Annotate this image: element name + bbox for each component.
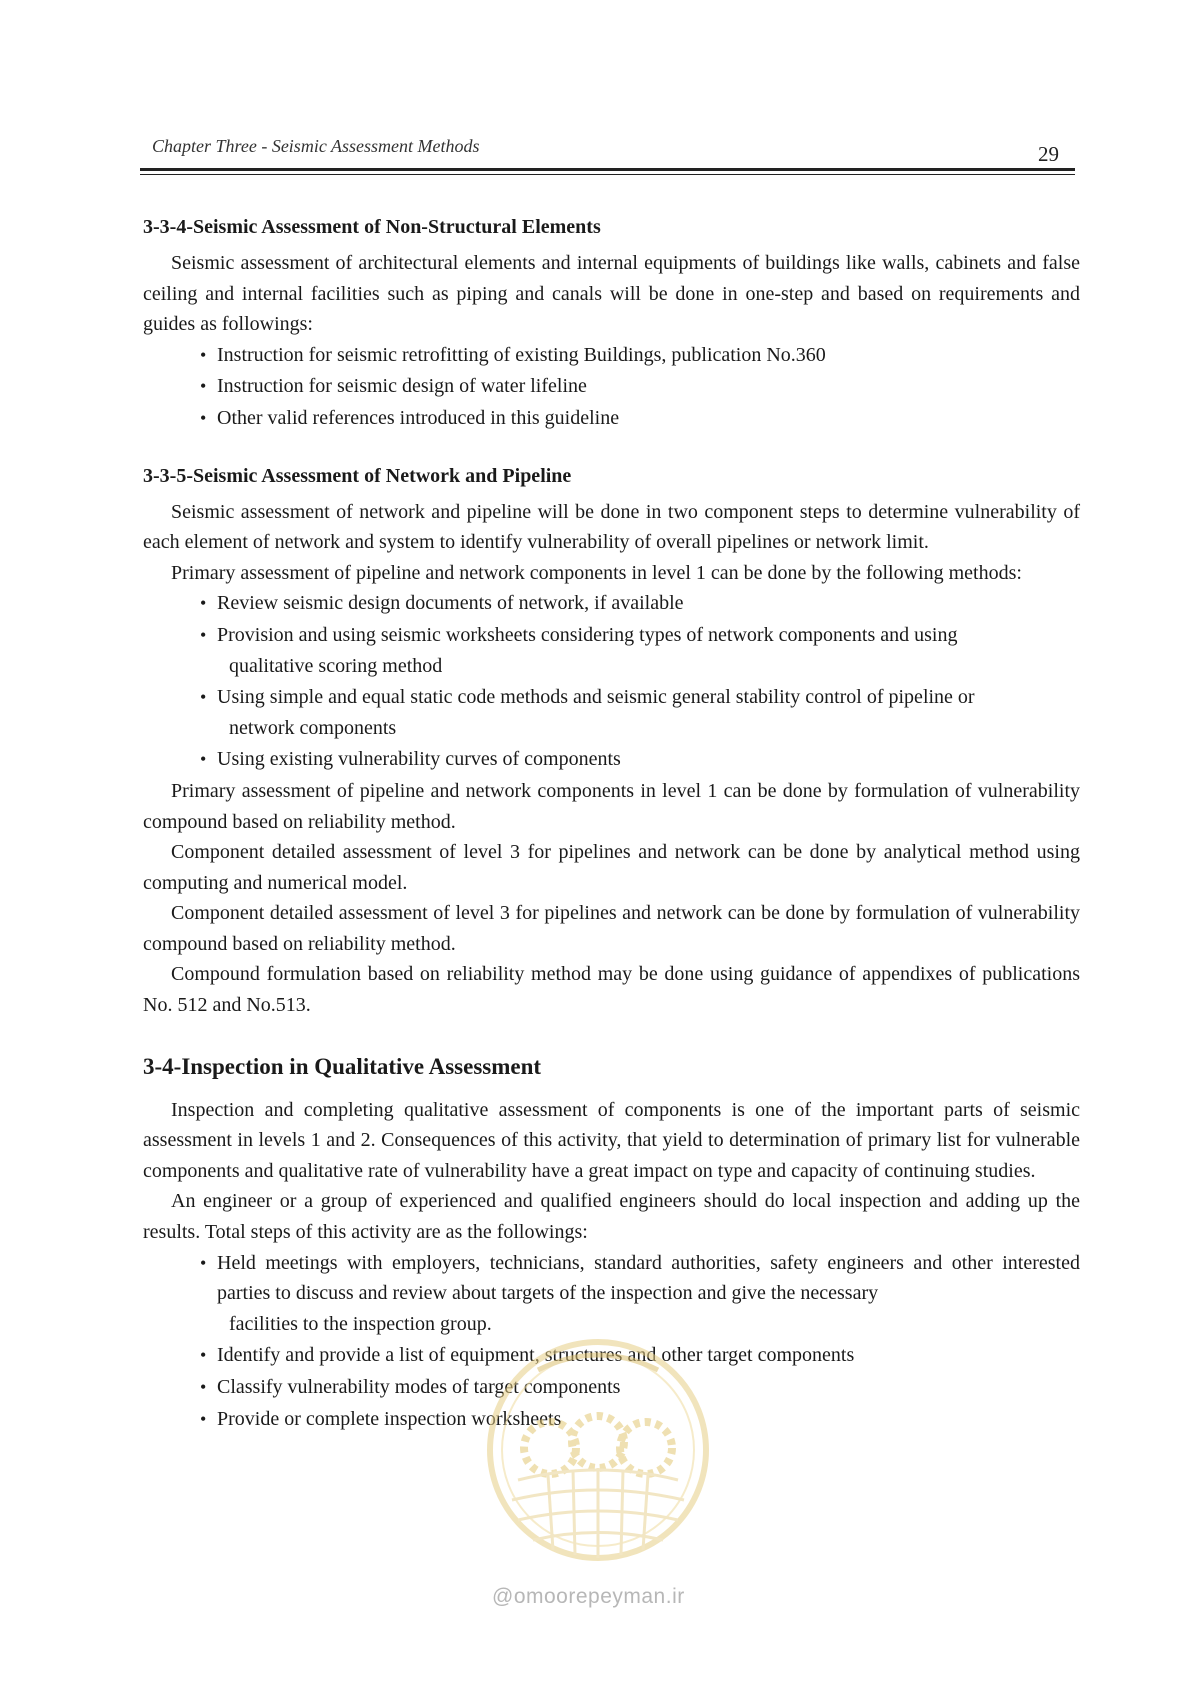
bullet-list-334 [143, 340, 1080, 434]
bullet-list-34 [143, 1248, 1080, 1435]
paragraph: Component detailed assessment of level 3 for pipelines and network can be done by analytical method using computing and numerical model. [143, 841, 1080, 894]
section-heading-34: 3-4-Inspection in Qualitative Assessment [143, 1053, 542, 1079]
paragraph: Seismic assessment of architectural elements and internal equipments of buildings like walls, cabinets and false ceiling and internal facilities such as piping and canals will be done in one-step and based on requirements and guides as followings: [143, 252, 1080, 336]
paragraph: Seismic assessment of network and pipeline will be done in two component steps to determine vulnerability of each element of network and system to identify vulnerability of overall pipelines or network limit. [143, 500, 1080, 554]
list-item: • Review seismic design documents of network, if available [200, 588, 1080, 619]
header-rule [140, 168, 1075, 171]
paragraph: Compound formulation based on reliability method may be done using guidance of appendixes of publications No. 512 and No.513. [143, 963, 1080, 1017]
watermark-text: @omoorepeyman.ir [492, 1585, 685, 1608]
paragraph: An engineer or a group of experienced and qualified engineers should do local inspection and adding up the results. Total steps of this activity are as the followings: [143, 1190, 1080, 1244]
list-item: • Instruction for seismic design of water lifeline [200, 371, 1080, 402]
list-item: • Using existing vulnerability curves of components [200, 744, 1080, 775]
list-item: • Identify and provide a list of equipment, structures and other target components [200, 1340, 1080, 1371]
chapter-title: Chapter Three - Seismic Assessment Methods [152, 136, 480, 156]
header-rule-thin [140, 174, 1075, 175]
list-item: • Instruction for seismic retrofitting of existing Buildings, publication No.360 [200, 340, 1080, 371]
list-item: • Provision and using seismic worksheets considering types of network components and using qualitative scoring method [200, 620, 1080, 681]
section-heading-335: 3-3-5-Seismic Assessment of Network and Pipeline [143, 464, 572, 487]
section-heading-334: 3-3-4-Seismic Assessment of Non-Structural Elements [143, 216, 601, 238]
page-number: 29 [1038, 142, 1059, 166]
list-item: • Using simple and equal static code methods and seismic general stability control of pipeline or network components [200, 682, 1080, 743]
paragraph: Component detailed assessment of level 3 for pipelines and network can be done by formulation of vulnerability compound based on reliability method. [143, 902, 1080, 955]
list-item: • Held meetings with employers, technicians, standard authorities, safety engineers and other interested parties to discuss and review about targets of the inspection and give the necessary facilities to the inspection group. [200, 1248, 1080, 1340]
page-body [143, 212, 1080, 1435]
paragraph: Primary assessment of pipeline and network components in level 1 can be done by the following methods: [171, 561, 1022, 584]
page-header [140, 132, 1075, 172]
list-item: • Classify vulnerability modes of target components [200, 1372, 1080, 1403]
list-item: • Provide or complete inspection worksheets [200, 1404, 1080, 1435]
paragraph: Inspection and completing qualitative assessment of components is one of the important parts of seismic assessment in levels 1 and 2. Consequences of this activity, that yield to determination of primary list for vulnerable components and qualitative rate of vulnerability have a great impact on type and capacity of continuing studies. [143, 1098, 1080, 1182]
list-item: • Other valid references introduced in this guideline [200, 403, 1080, 434]
paragraph: Primary assessment of pipeline and network components in level 1 can be done by formulation of vulnerability compound based on reliability method. [143, 779, 1080, 833]
bullet-list-335 [143, 588, 1080, 775]
